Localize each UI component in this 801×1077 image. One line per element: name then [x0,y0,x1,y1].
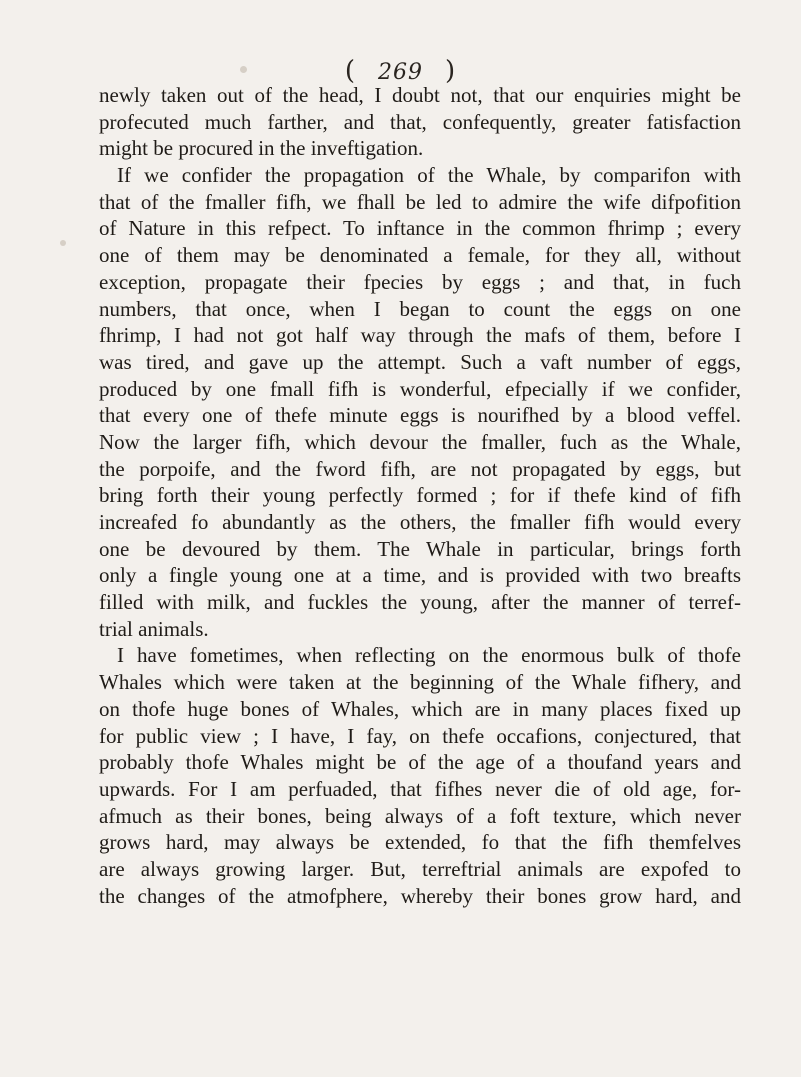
text-line: profecuted much farther, and that, confequently, greater fatisfaction [99,109,741,134]
text-line: If we confider the propagation of the Whale, by comparifon with [117,163,741,188]
text-line: on thofe huge bones of Whales, which are in many places fixed up [99,696,741,721]
text-line: Now the larger fifh, which devour the fmaller, fuch as the Whale, [99,429,741,454]
text-line: only a fingle young one at a time, and is provided with two breafts [99,563,741,588]
text-line: bring forth their young perfectly formed ; for if thefe kind of fifh [99,483,741,508]
text-line: that every one of thefe minute eggs is nourifhed by a blood veffel. [99,403,741,428]
text-line: newly taken out of the head, I doubt not, that our enquiries might be [99,83,741,107]
text-line: afmuch as their bones, being always of a foft texture, which never [99,803,741,828]
text-line: probably thofe Whales might be of the age of a thoufand years and [99,750,741,775]
text-line: upwards. For I am perfuaded, that fifhes never die of old age, for- [99,776,741,801]
text-line: of Nature in this refpect. To inftance in the common fhrimp ; every [99,216,741,241]
page-number: 269 [378,60,423,85]
text-line: for public view ; I have, I fay, on thefe occafions, conjectured, that [99,723,741,748]
foxing-spot [60,240,66,246]
text-line: produced by one fmall fifh is wonderful, efpecially if we confider, [99,376,741,401]
text-line: trial animals. [99,616,209,641]
text-line: fhrimp, I had not got half way through the mafs of them, before I [99,323,741,348]
text-line: one of them may be denominated a female, for they all, without [99,243,741,268]
text-line: I have fometimes, when reflecting on the enormous bulk of thofe [117,643,741,668]
text-line: are always growing larger. But, terreftrial animals are expofed to [99,856,741,881]
text-line: grows hard, may always be extended, fo that the fifh themfelves [99,830,741,855]
text-line: the porpoife, and the fword fifh, are not propagated by eggs, but [99,456,741,481]
text-line: one be devoured by them. The Whale in particular, brings forth [99,536,741,561]
text-line: increafed fo abundantly as the others, the fmaller fifh would every [99,510,741,534]
text-line: that of the fmaller fifh, we fhall be led to admire the wife difpofition [99,189,741,214]
header-open-paren: ( [344,56,356,86]
text-line: exception, propagate their fpecies by eggs ; and that, in fuch [99,269,741,294]
text-line: numbers, that once, when I began to count the eggs on one [99,296,741,321]
text-line: might be procured in the inveftigation. [99,136,424,161]
text-line: filled with milk, and fuckles the young, after the manner of terref- [99,590,741,615]
body-text [99,82,741,909]
text-line: the changes of the atmofphere, whereby their bones grow hard, and [99,883,741,908]
header-close-paren: ) [445,56,457,86]
text-line: Whales which were taken at the beginning of the Whale fifhery, and [99,670,741,695]
text-line: was tired, and gave up the attempt. Such a vaft number of eggs, [99,349,741,374]
